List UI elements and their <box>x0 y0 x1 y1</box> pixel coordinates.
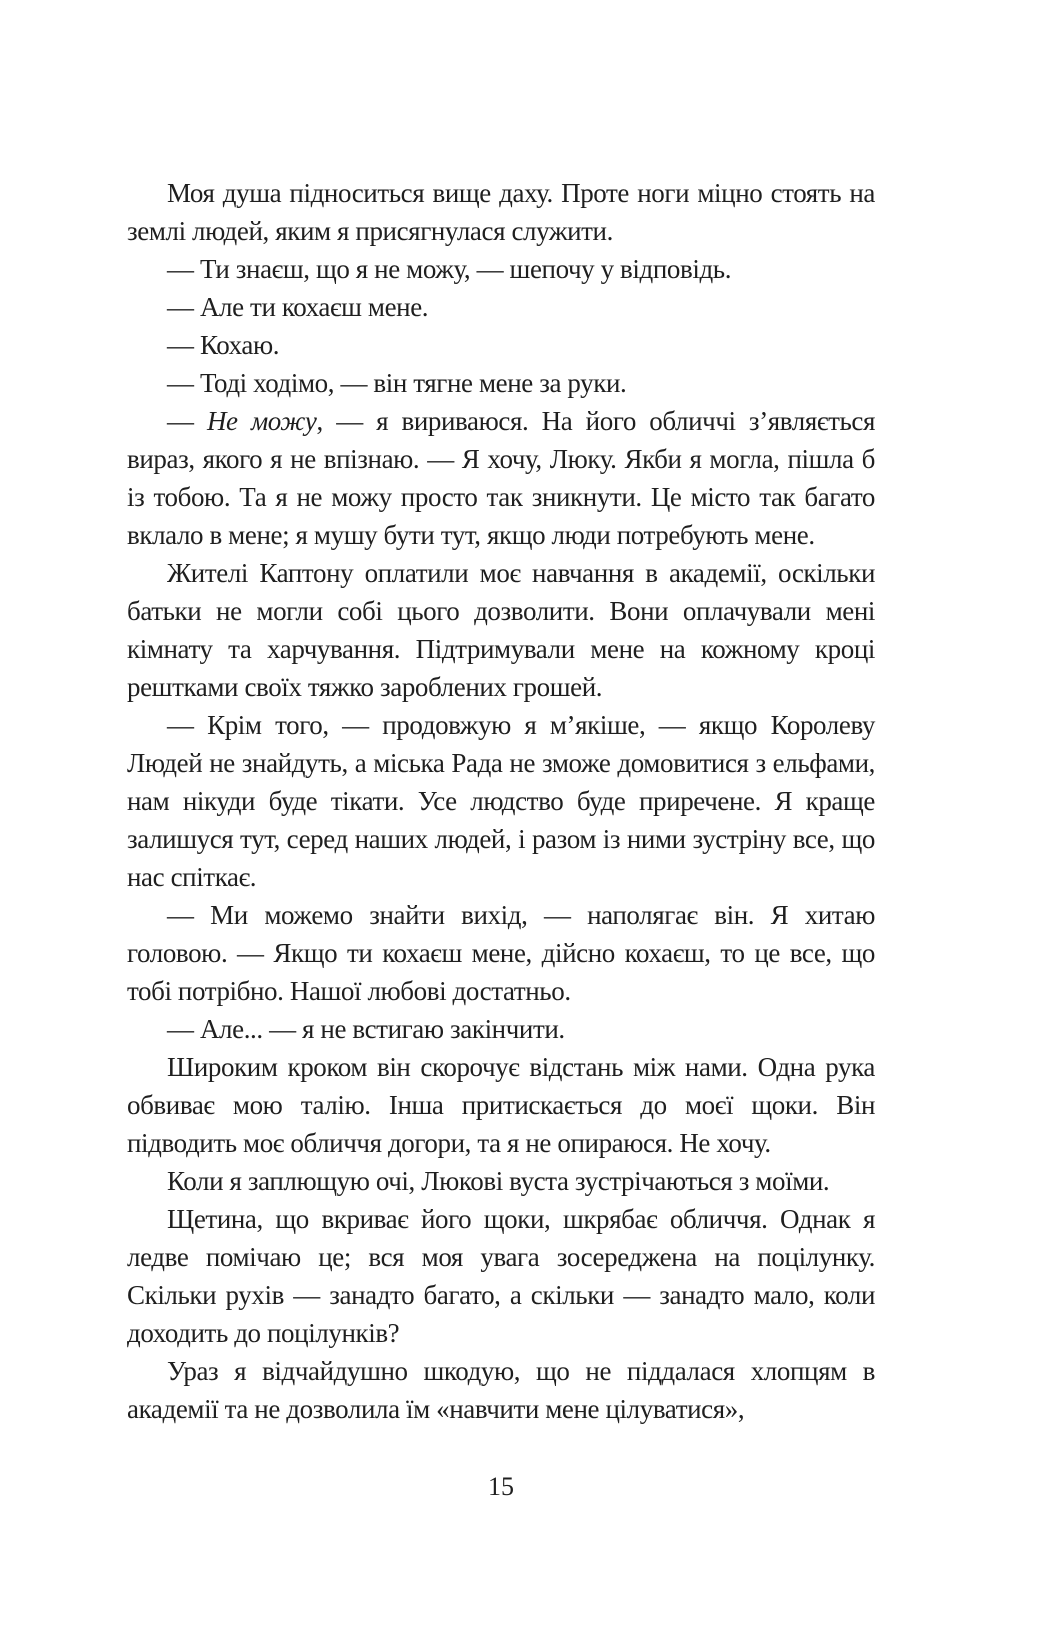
text-run: Коли я заплющую очі, Люкові вуста зустрічаються з моїми. <box>167 1166 830 1196</box>
text-run: — Але... — я не встигаю закінчити. <box>167 1014 565 1044</box>
text-run: Жителі Каптону оплатили моє навчання в академії, оскільки батьки не могли собі цього дозволити. Вони оплачували мені кімнату та харчування. Підтримували мене на кожному кроці рештками своїх тяжко зароблених грошей. <box>127 558 875 702</box>
paragraph <box>127 364 875 402</box>
paragraph <box>127 1048 875 1162</box>
text-run: Широким кроком він скорочує відстань між нами. Одна рука обвиває мою талію. Інша притискається до моєї щоки. Він підводить моє обличчя догори, та я не опираюся. Не хочу. <box>127 1052 875 1158</box>
text-run: — Тоді ходімо, — він тягне мене за руки. <box>167 368 627 398</box>
text-run: — Крім того, — продовжую я м’якіше, — якщо Королеву Людей не знайдуть, а міська Рада не зможе домовитися з ельфами, нам нікуди буде тікати. Усе людство буде приречене. Я краще залишуся тут, серед наших людей, і разом із ними зустріну все, що нас спіткає. <box>127 710 875 892</box>
text-run: Ураз я відчайдушно шкодую, що не піддалася хлопцям в академії та не дозволила їм «навчити мене цілуватися», <box>127 1356 875 1424</box>
paragraph <box>127 896 875 1010</box>
paragraph <box>127 326 875 364</box>
paragraph <box>127 1352 875 1428</box>
text-run: — Ти знаєш, що я не можу, — шепочу у відповідь. <box>167 254 732 284</box>
paragraph <box>127 1200 875 1352</box>
paragraph <box>127 706 875 896</box>
text-run: — Кохаю. <box>167 330 280 360</box>
paragraph <box>127 174 875 250</box>
paragraph <box>127 1162 875 1200</box>
text-run: , — я вириваюся. На його обличчі з’являється вираз, якого я не впізнаю. — Я хочу, Люку. Якби я могла, пішла б із тобою. Та я не можу просто так зникнути. Це місто так багато вклало в мене; я мушу бути тут, якщо люди потребують мене. <box>127 406 875 550</box>
page-number: 15 <box>488 1472 514 1501</box>
text-run: — Але ти кохаєш мене. <box>167 292 429 322</box>
text-run: — Ми можемо знайти вихід, — наполягає він. Я хитаю головою. — Якщо ти кохаєш мене, дійсно кохаєш, то це все, що тобі потрібно. Нашої любові достатньо. <box>127 900 875 1006</box>
text-run: Щетина, що вкриває його щоки, шкрябає обличчя. Однак я ледве помічаю це; вся моя увага зосереджена на поцілунку. Скільки рухів — занадто багато, а скільки — занадто мало, коли доходить до поцілунків? <box>127 1204 875 1348</box>
paragraph <box>127 402 875 554</box>
text-run: Моя душа підноситься вище даху. Проте ноги міцно стоять на землі людей, яким я присягнулася служити. <box>127 178 875 246</box>
paragraph <box>127 554 875 706</box>
paragraph <box>127 288 875 326</box>
italic-text-run: Не можу <box>206 406 317 436</box>
text-run: — <box>167 406 207 436</box>
paragraph <box>127 1010 875 1048</box>
paragraph <box>127 250 875 288</box>
page-text <box>127 174 875 1428</box>
